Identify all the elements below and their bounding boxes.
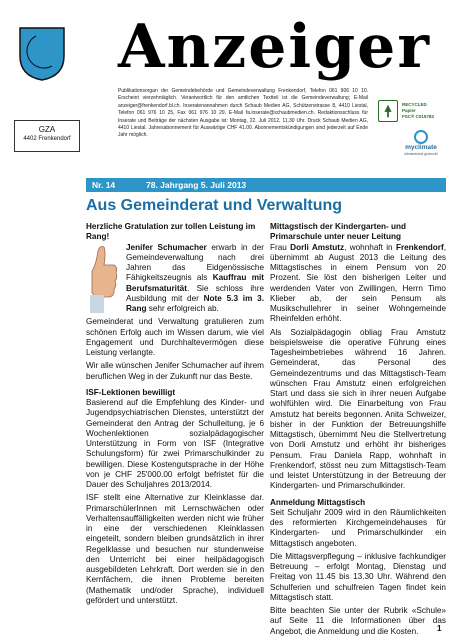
- issue-number: Nr. 14: [92, 180, 116, 190]
- lunch-heading: Mittagstisch der Kindergarten- und Primarschule unter neuer Leitung: [270, 222, 407, 242]
- congrats-name: Jenifer Schumacher: [126, 242, 207, 252]
- fsc-line1: RECYCLED: [402, 102, 427, 107]
- left-column: [86, 222, 264, 609]
- congrats-heading: Herzliche Gratulation zur tollen Leistung im Rang!: [86, 222, 256, 242]
- congrats-text-2: . Sie schloss ihre Ausbildung mit der: [126, 283, 264, 303]
- congrats-paragraph-2: Gemeinderat und Verwaltung gratulieren zum schönen Erfolg auch im Wissen darum, wie viel Engagement und Durchhaltevermögen diese Leistung verlangte.: [86, 317, 264, 357]
- lunch-paragraph-2: Als Sozialpädagogin obliag Frau Amstutz beispielsweise die operative Führung eines Tagesheimbetriebes während 16 Jahren. Gemeinderat, das Personal des Gemeindezentrums und das Mittagstisch-Team wünschen Frau Amstutz einen erfolgreichen Start und dass sie sich in ihrer neuen Aufgabe wohlfühlen wird. Die Einarbeitung von Frau Amstutz hat bereits begonnen. Anita Schweizer, bisher in der Funktion der Betreuungshilfe Mittagstisch, übernimmt Neu die Stellvertretung von Dorli Amstutz und erhöht ihr bisheriges Pensum. Frau Daniela Rapp, wohnhaft in Frenkendorf, stösst neu zum Mittagstisch-Team und leistet Unterstützung in der Betreuung der Kindergarten- und Primarschulkinder.: [270, 327, 446, 491]
- congrats-paragraph-3: Wir alle wünschen Jenifer Schumacher auf ihrem beruflichen Weg in der Zukunft nur das Beste.: [86, 361, 264, 381]
- isf-heading: ISF-Lektionen bewilligt: [86, 387, 176, 397]
- issue-year-date: 78. Jahrgang 5. Juli 2013: [146, 180, 247, 190]
- congrats-degree: Kauffrau mit Berufsmaturität: [126, 273, 264, 293]
- lunch-town: Frenkendorf: [395, 242, 444, 252]
- thumbs-up-image: [86, 243, 120, 313]
- congrats-grade: Note 5.3 im 3. Rang: [126, 293, 264, 313]
- fsc-label: [402, 102, 434, 120]
- fsc-line2: Papier: [402, 108, 416, 113]
- masthead: [0, 0, 453, 170]
- page-headline: Aus Gemeinderat und Verwaltung: [86, 197, 343, 214]
- lunch-text-2: , wohnhaft in: [344, 242, 396, 252]
- fsc-line3: FSC® C015783: [402, 114, 434, 119]
- issue-bar: [86, 178, 446, 192]
- registration-paragraph-3: Bitte beachten Sie unter der Rubrik «Schule» auf Seite 11 die Informationen über das Angebot, die Anmeldung und die Kosten.: [270, 606, 446, 636]
- gza-postcode: 4402 Frenkendorf: [23, 136, 71, 142]
- congrats-text-1: erwarb in der Gemeindeverwaltung nach drei Jahren das Eidgenössische Fähigkeitszeugnis als: [126, 242, 264, 283]
- lunch-text-1: Frau: [270, 242, 291, 252]
- myclimate-label: myclimate: [405, 144, 437, 151]
- lunch-paragraph-1: [270, 243, 446, 325]
- right-column: [270, 222, 446, 640]
- fsc-badge: [378, 100, 440, 124]
- fsc-icon: [378, 100, 398, 122]
- imprint-text: Publikationsorgan der Gemeindebehörde und Gemeindeverwaltung Frenkendorf, Telefon 061 906 10 10. Erscheint vierzehntäglich. Verantwortlich für den amtlichen Textteil ist die Gemeindeverwaltung; E-Mail anzeiger@frenkendorf.bl.ch. Inseratenannahmen durch Schaub Medien AG, Schützenstrasse 8, 4410 Liestal, Telefon 061 976 10 25, Fax 061 976 10 29, E-Mail fa.inserate@schaubmedien.ch. Redaktionsschluss für Inserate und Beiträge der nächsten Ausgabe ist: Montag, 22. Juli 2012, 11.30 Uhr. Druck Schaub Medien AG, 4410 Liestal. Jahresabonnement für Auswärtige CHF 41.00. Abonnementskündigungen sind jederzeit auf Ende Jahr möglich.: [118, 88, 368, 139]
- lunch-leader-name: Dorli Amstutz: [290, 242, 345, 252]
- lunch-text-3: , übernimmt ab August 2013 die Leitung des Mittagstisches in einem Pensum von 20 Prozent. Sie löst den bisherigen Leiter und werdenden Vater von Zwillingen, Herrn Timo Klieber ab, der sein Pensum als Musikschullehrer in seiner Wohngemeinde Rheinfelden erhöht.: [270, 242, 446, 324]
- myclimate-icon: [414, 130, 428, 144]
- congrats-text-3: sehr erfolgreich ab.: [146, 304, 219, 313]
- page-number: 1: [437, 624, 442, 633]
- crest-icon: [18, 26, 66, 82]
- myclimate-sub: klimaneutral gedruckt: [404, 152, 438, 156]
- registration-heading: Anmeldung Mittagstisch: [270, 497, 366, 507]
- registration-paragraph-1: Seit Schuljahr 2009 wird in den Räumlichkeiten des reformierten Kirchgemeindehauses für Kindergarten- und Primarschulkinder ein Mittagstisch angeboten.: [270, 507, 446, 548]
- myclimate-badge: [395, 130, 447, 156]
- isf-paragraph-2: ISF stellt eine Alternative zur Kleinklasse dar. PrimarschülerInnen mit Lernschwächen oder Verhaltensauffälligkeiten werden nicht wie früher in eine der verschiedenen Kleinklassen eingeteilt, sondern bleiben grundsätzlich in ihrer Regelklasse und besuchen nur stundenweise den Unterricht bei einer heilpädagogisch ausgebildeten Lehrkraft. Dort werden sie in den Kernfächern, die ihnen Probleme bereiten (Mathematik und/oder Sprache), individuell gefördert und unterstützt.: [86, 493, 264, 605]
- registration-paragraph-2: Die Mittagsverpflegung – inklusive fachkundiger Betreuung – erfolgt Montag, Dienstag und Freitag von 11.45 bis 13.30 Uhr. Während den Schulferien und schulfreien Tagen findet kein Mittagstisch statt.: [270, 551, 446, 602]
- gza-title: GZA: [38, 125, 56, 134]
- gza-box: [14, 120, 80, 152]
- newspaper-title: Anzeiger: [118, 12, 431, 82]
- isf-paragraph-1: Basierend auf die Empfehlung des Kinder- und Jugendpsychiatrischen Dienstes, unterstützt der Gemeinderat den Antrag der Schulleitung, je 6 Wochenlektionen sozialpädagogischer Unterstützung in Form von ISF (Integrative Schulungsform) für zwei Primarschulkinder zu bewilligen. Diese Kostengutsprache in der Höhe von je CHF 25'000.00 erfolgt befristet für die Dauer des Schuljahres 2013/2014.: [86, 398, 264, 489]
